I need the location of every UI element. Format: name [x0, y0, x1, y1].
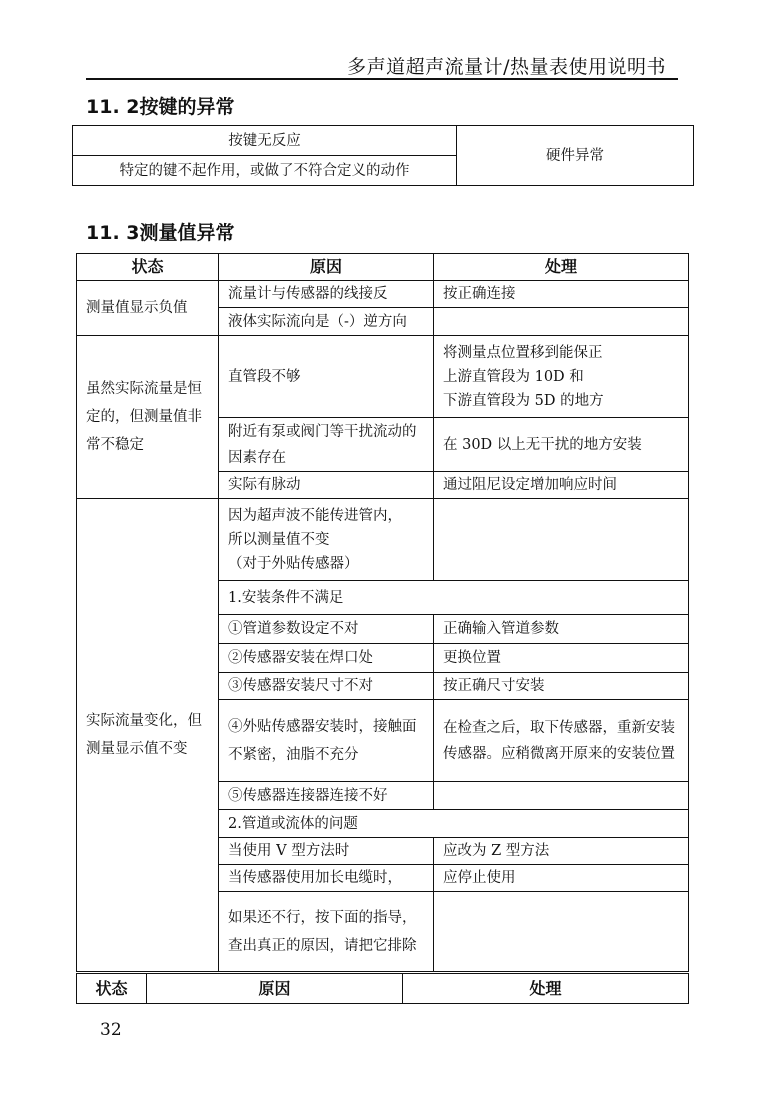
page-number: 32 — [100, 1020, 122, 1040]
key-fault-table — [72, 125, 694, 186]
handling-cell — [434, 782, 689, 810]
handling-cell: 按正确连接 — [434, 281, 689, 308]
continuation-header-table — [76, 973, 689, 1004]
measurement-fault-table — [76, 253, 689, 972]
column-header-state: 状态 — [77, 974, 147, 1004]
state-cell: 测量值显示负值 — [77, 281, 219, 336]
column-header-state: 状态 — [77, 254, 219, 281]
table-row — [77, 499, 689, 581]
cause-cell: 当传感器使用加长电缆时， — [219, 865, 434, 892]
cause-cell: 直管段不够 — [219, 336, 434, 418]
header-rule — [86, 78, 678, 80]
section-heading-11-2: 11. 2按键的异常 — [86, 96, 235, 118]
handling-cell — [434, 308, 689, 336]
handling-cell: 在检查之后，取下传感器，重新安装传感器。应稍微离开原来的安装位置 — [434, 700, 689, 782]
column-header-handling: 处理 — [403, 974, 689, 1004]
cause-cell: 附近有泵或阀门等干扰流动的因素存在 — [219, 418, 434, 472]
cause-cell: ③传感器安装尺寸不对 — [219, 673, 434, 700]
cause-cell: 如果还不行，按下面的指导，查出真正的原因，请把它排除 — [219, 892, 434, 972]
subheading-cell: 1.安装条件不满足 — [219, 581, 689, 615]
handling-cell — [434, 892, 689, 972]
key-fault-state: 按键无反应 — [73, 126, 457, 156]
handling-cell: 在 30D 以上无干扰的地方安装 — [434, 418, 689, 472]
table-row — [73, 126, 694, 156]
handling-cell: 按正确尺寸安装 — [434, 673, 689, 700]
handling-cell: 通过阻尼设定增加响应时间 — [434, 472, 689, 499]
key-fault-handling: 硬件异常 — [457, 126, 694, 186]
cause-cell: 流量计与传感器的线接反 — [219, 281, 434, 308]
table-header-row — [77, 974, 689, 1004]
cause-cell: 液体实际流向是（-）逆方向 — [219, 308, 434, 336]
key-fault-state: 特定的键不起作用，或做了不符合定义的动作 — [73, 156, 457, 186]
handling-cell: 应停止使用 — [434, 865, 689, 892]
handling-cell: 将测量点位置移到能保正 上游直管段为 10D 和 下游直管段为 5D 的地方 — [434, 336, 689, 418]
handling-cell: 更换位置 — [434, 644, 689, 673]
handling-cell: 正确输入管道参数 — [434, 615, 689, 644]
column-header-handling: 处理 — [434, 254, 689, 281]
column-header-cause: 原因 — [219, 254, 434, 281]
table-row — [77, 336, 689, 418]
cause-cell: ⑤传感器连接器连接不好 — [219, 782, 434, 810]
column-header-cause: 原因 — [147, 974, 403, 1004]
document-header-title: 多声道超声流量计/热量表使用说明书 — [347, 56, 666, 78]
cause-cell: 因为超声波不能传进管内， 所以测量值不变 （对于外贴传感器） — [219, 499, 434, 581]
section-heading-11-3: 11. 3测量值异常 — [86, 222, 235, 244]
cause-cell: ②传感器安装在焊口处 — [219, 644, 434, 673]
state-cell: 虽然实际流量是恒定的，但测量值非常不稳定 — [77, 336, 219, 499]
cause-cell: 实际有脉动 — [219, 472, 434, 499]
state-cell: 实际流量变化，但测量显示值不变 — [77, 499, 219, 972]
table-row — [77, 281, 689, 308]
cause-cell: ①管道参数设定不对 — [219, 615, 434, 644]
cause-cell: 当使用 V 型方法时 — [219, 838, 434, 865]
subheading-cell: 2.管道或流体的问题 — [219, 810, 689, 838]
handling-cell — [434, 499, 689, 581]
table-header-row — [77, 254, 689, 281]
cause-cell: ④外贴传感器安装时，接触面不紧密，油脂不充分 — [219, 700, 434, 782]
handling-cell: 应改为 Z 型方法 — [434, 838, 689, 865]
